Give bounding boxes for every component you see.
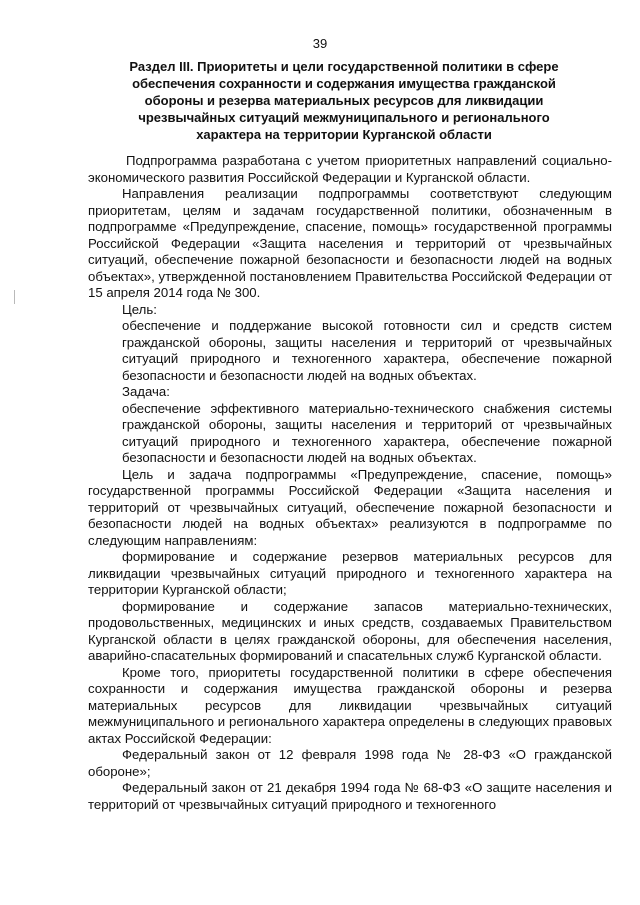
list-item-reserves: формирование и содержание резервов материальных ресурсов для ликвидации чрезвычайных ситуаций природного и техногенного характера на территории Курганской области; bbox=[88, 549, 612, 597]
section-title-line: характера на территории Курганской области bbox=[196, 127, 492, 142]
goal-heading: Цель: bbox=[122, 301, 157, 317]
task-text: обеспечение эффективного материально-технического снабжения системы гражданской обороны, защиты населения и территорий от чрезвычайных ситуаций природного и техногенного характера, обеспечение пожарной безопасности и безопасности людей на водных объектах. bbox=[122, 400, 612, 465]
paragraph-intro: Подпрограмма разработана с учетом приоритетных направлений социально-экономического развития Российской Федерации и Курганской области. bbox=[88, 153, 612, 185]
margin-mark bbox=[14, 290, 15, 304]
paragraph-implementation: Цель и задача подпрограммы «Предупреждение, спасение, помощь» государственной программы Российской Федерации «Защита населения и территорий от чрезвычайных ситуаций, обеспечение пожарной безопасности и безопасности людей на водных объектах» реализуются в подпрограмме по следующим направлениям: bbox=[88, 466, 612, 548]
section-title-line: обеспечения сохранности и содержания имущества гражданской bbox=[132, 76, 556, 91]
list-item-stocks: формирование и содержание запасов материально-технических, продовольственных, медицинских и иных средств, создаваемых Правительством Курганской области в целях гражданской обороны, для обеспечения населения, аварийно-спасательных формирований и спасательных служб Курганской области. bbox=[88, 598, 612, 663]
section-title-line: обороны и резерва материальных ресурсов для ликвидации bbox=[144, 93, 544, 108]
page-number: 39 bbox=[312, 36, 328, 51]
section-title-line: чрезвычайных ситуаций межмуниципального и регионального bbox=[138, 110, 550, 125]
body-text bbox=[88, 153, 612, 813]
task-heading: Задача: bbox=[122, 384, 170, 399]
section-title bbox=[116, 58, 572, 143]
legal-act-item: Федеральный закон от 21 декабря 1994 года № 68-ФЗ «О защите населения и территорий от чрезвычайных ситуаций природного и техногенного bbox=[88, 780, 612, 812]
paragraph-legal-acts: Кроме того, приоритеты государственной политики в сфере обеспечения сохранности и содержания имущества гражданской обороны и резерва материальных ресурсов для ликвидации чрезвычайных ситуаций межмуниципального и регионального характера определены в следующих правовых актах Российской Федерации: bbox=[88, 664, 612, 746]
goal-text: обеспечение и поддержание высокой готовности сил и средств систем гражданской обороны, защиты населения и территорий от чрезвычайных ситуаций природного и техногенного характера, обеспечение пожарной безопасности и безопасности людей на водных объектах. bbox=[122, 318, 612, 383]
section-title-line: Раздел III. Приоритеты и цели государственной политики в сфере bbox=[129, 59, 559, 74]
paragraph-directions: Направления реализации подпрограммы соответствуют следующим приоритетам, целям и задачам государственной политики, обозначенным в подпрограмме «Предупреждение, спасение, помощь» государственной программы Российской Федерации «Защита населения и территорий от чрезвычайных ситуаций, обеспечение пожарной безопасности и безопасности людей на водных объектах», утвержденной постановлением Правительства Российской Федерации от 15 апреля 2014 года № 300. bbox=[88, 186, 612, 300]
legal-act-item: Федеральный закон от 12 февраля 1998 года № 28-ФЗ «О гражданской обороне»; bbox=[88, 747, 612, 779]
